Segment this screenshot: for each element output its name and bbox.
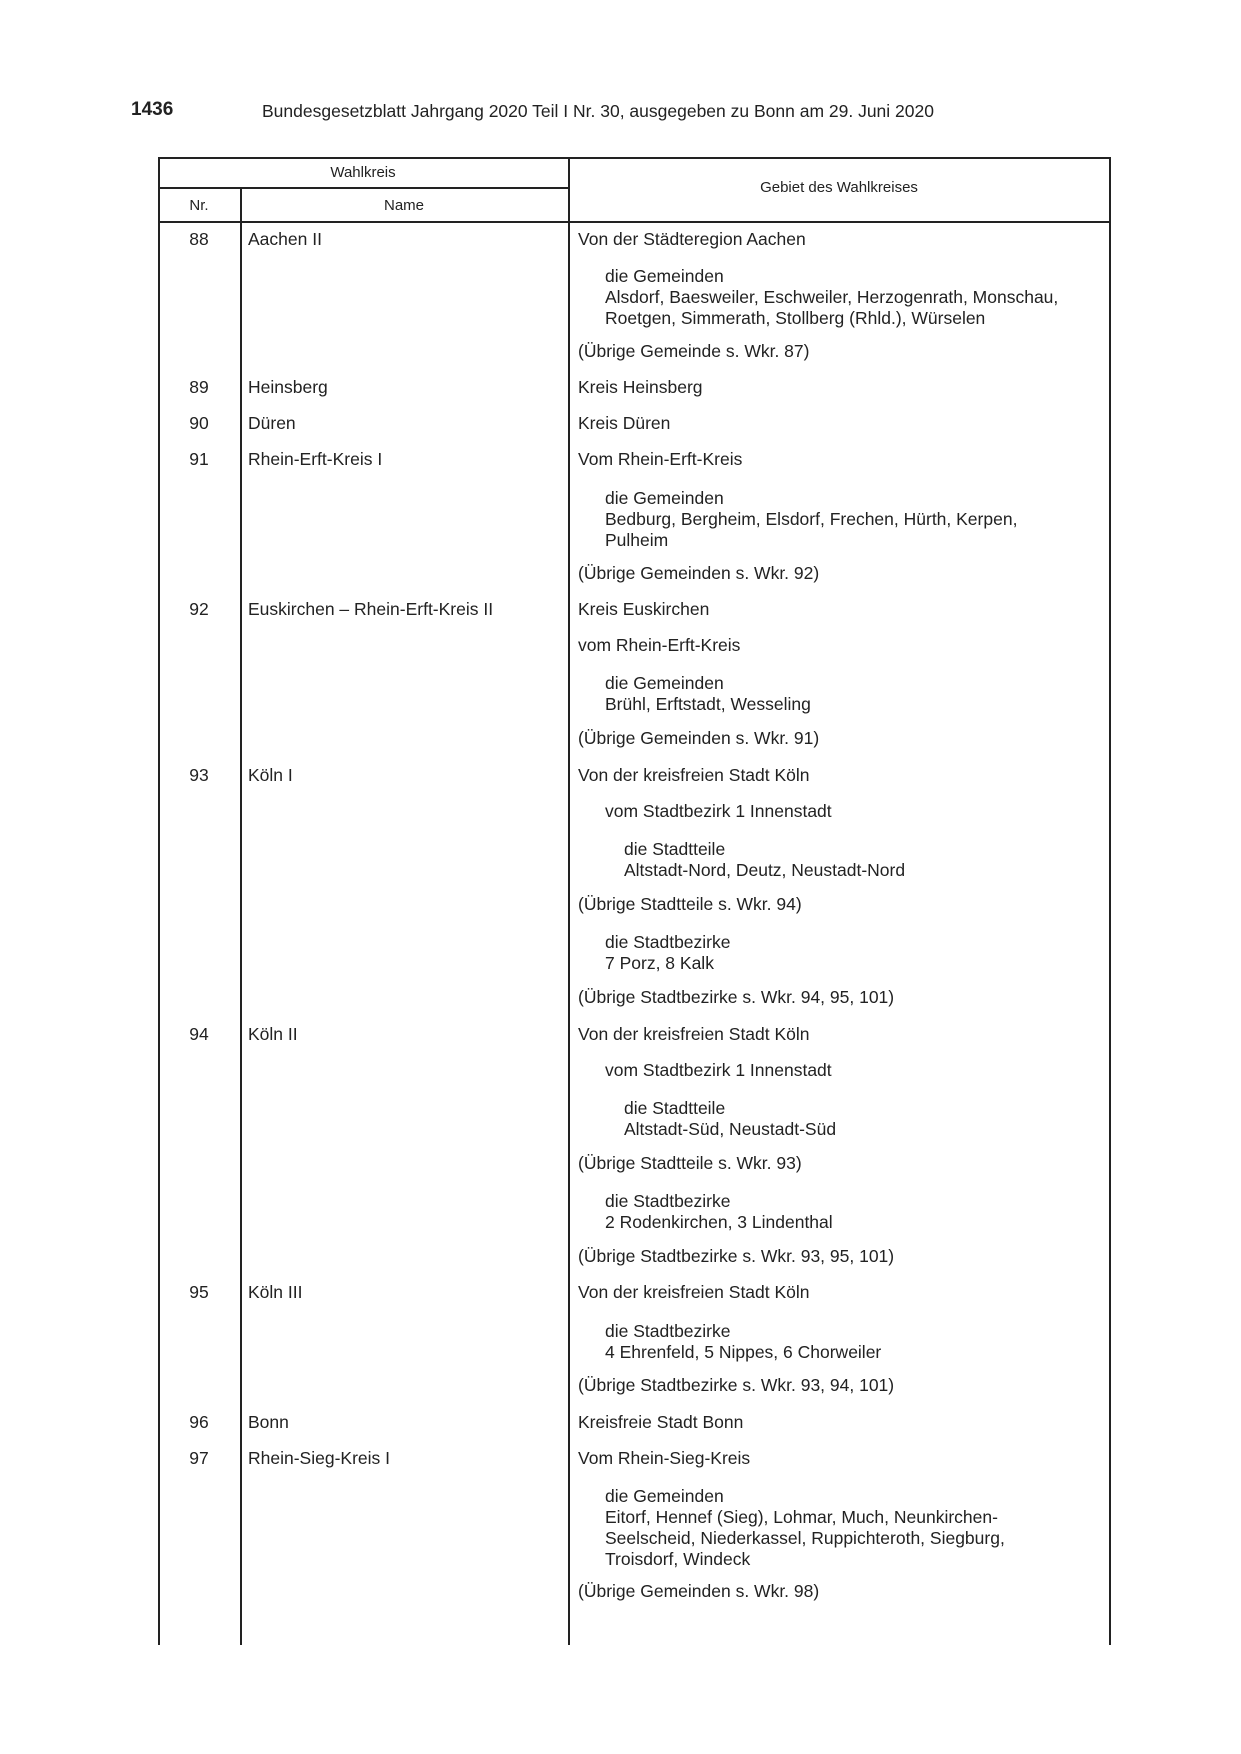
district-name: Aachen II [248,229,322,249]
area-text: die Stadtteile [624,839,726,859]
area-text: die Gemeinden [605,488,724,508]
area-text: Vom Rhein-Erft-Kreis [578,449,743,469]
area-text: 4 Ehrenfeld, 5 Nippes, 6 Chorweiler [605,1342,882,1362]
district-name: Köln I [248,765,293,785]
district-number: 91 [189,449,209,469]
area-text: (Übrige Stadtteile s. Wkr. 93) [578,1153,802,1173]
area-text: die Gemeinden [605,1486,724,1506]
district-name: Köln II [248,1024,298,1044]
area-text: Alsdorf, Baesweiler, Eschweiler, Herzogenrath, Monschau, [605,287,1059,307]
table-right-rule [1109,157,1111,1645]
district-number: 97 [189,1448,209,1468]
area-text: Seelscheid, Niederkassel, Ruppichteroth, Siegburg, [605,1528,1005,1548]
header-split-rule [158,187,568,189]
area-text: die Gemeinden [605,266,724,286]
header-gebiet: Gebiet des Wahlkreises [760,179,918,196]
area-text: Kreis Heinsberg [578,377,703,397]
nr-name-rule [240,187,242,1645]
area-text: vom Rhein-Erft-Kreis [578,635,741,655]
area-text: vom Stadtbezirk 1 Innenstadt [605,1060,832,1080]
district-name: Bonn [248,1412,289,1432]
header-name: Name [383,197,424,214]
district-name: Heinsberg [248,377,328,397]
area-text: die Stadtbezirke [605,932,731,952]
page-number: 1436 [131,99,174,120]
area-text: Eitorf, Hennef (Sieg), Lohmar, Much, Neunkirchen- [605,1507,998,1527]
district-number: 95 [189,1282,209,1302]
area-text: Von der kreisfreien Stadt Köln [578,1024,810,1044]
area-text: die Stadtbezirke [605,1191,731,1211]
area-text: vom Stadtbezirk 1 Innenstadt [605,801,832,821]
district-number: 93 [189,765,209,785]
header-wahlkreis: Wahlkreis [330,164,396,181]
header-bottom-rule [158,221,1110,223]
district-number: 89 [189,377,209,397]
area-text: die Stadtteile [624,1098,726,1118]
area-text: die Stadtbezirke [605,1321,731,1341]
district-number: 88 [189,229,209,249]
district-number: 92 [189,599,209,619]
area-text: (Übrige Stadtbezirke s. Wkr. 94, 95, 101) [578,987,895,1007]
area-text: Von der kreisfreien Stadt Köln [578,1282,810,1302]
district-number: 96 [189,1412,209,1432]
district-name: Düren [248,413,296,433]
wahlkreis-table [158,157,1110,1645]
area-text: Kreis Düren [578,413,671,433]
area-text: Von der Städteregion Aachen [578,229,806,249]
area-text: Roetgen, Simmerath, Stollberg (Rhld.), Würselen [605,308,986,328]
area-text: (Übrige Gemeinden s. Wkr. 98) [578,1581,820,1601]
area-text: Von der kreisfreien Stadt Köln [578,765,810,785]
area-text: (Übrige Gemeinde s. Wkr. 87) [578,341,810,361]
area-text: Brühl, Erftstadt, Wesseling [605,694,811,714]
name-area-rule [568,157,570,1645]
area-text: (Übrige Gemeinden s. Wkr. 91) [578,728,820,748]
table-top-rule [158,157,1110,159]
area-text: (Übrige Stadtteile s. Wkr. 94) [578,894,802,914]
area-text: Troisdorf, Windeck [605,1549,751,1569]
district-name: Köln III [248,1282,303,1302]
area-text: Pulheim [605,530,669,550]
area-text: Kreis Euskirchen [578,599,710,619]
header-nr: Nr. [189,197,209,214]
area-text: die Gemeinden [605,673,724,693]
district-name: Rhein-Sieg-Kreis I [248,1448,390,1468]
area-text: (Übrige Gemeinden s. Wkr. 92) [578,563,820,583]
area-text: (Übrige Stadtbezirke s. Wkr. 93, 94, 101) [578,1375,895,1395]
district-number: 90 [189,413,209,433]
district-number: 94 [189,1024,209,1044]
area-text: 7 Porz, 8 Kalk [605,953,714,973]
area-text: Bedburg, Bergheim, Elsdorf, Frechen, Hürth, Kerpen, [605,509,1018,529]
area-text: Altstadt-Süd, Neustadt-Süd [624,1119,837,1139]
running-head: Bundesgesetzblatt Jahrgang 2020 Teil I Nr. 30, ausgegeben zu Bonn am 29. Juni 2020 [262,101,934,121]
area-text: (Übrige Stadtbezirke s. Wkr. 93, 95, 101) [578,1246,895,1266]
area-text: Vom Rhein-Sieg-Kreis [578,1448,751,1468]
area-text: Kreisfreie Stadt Bonn [578,1412,744,1432]
district-name: Euskirchen – Rhein-Erft-Kreis II [248,599,494,619]
district-name: Rhein-Erft-Kreis I [248,449,383,469]
area-text: 2 Rodenkirchen, 3 Lindenthal [605,1212,833,1232]
area-text: Altstadt-Nord, Deutz, Neustadt-Nord [624,860,906,880]
